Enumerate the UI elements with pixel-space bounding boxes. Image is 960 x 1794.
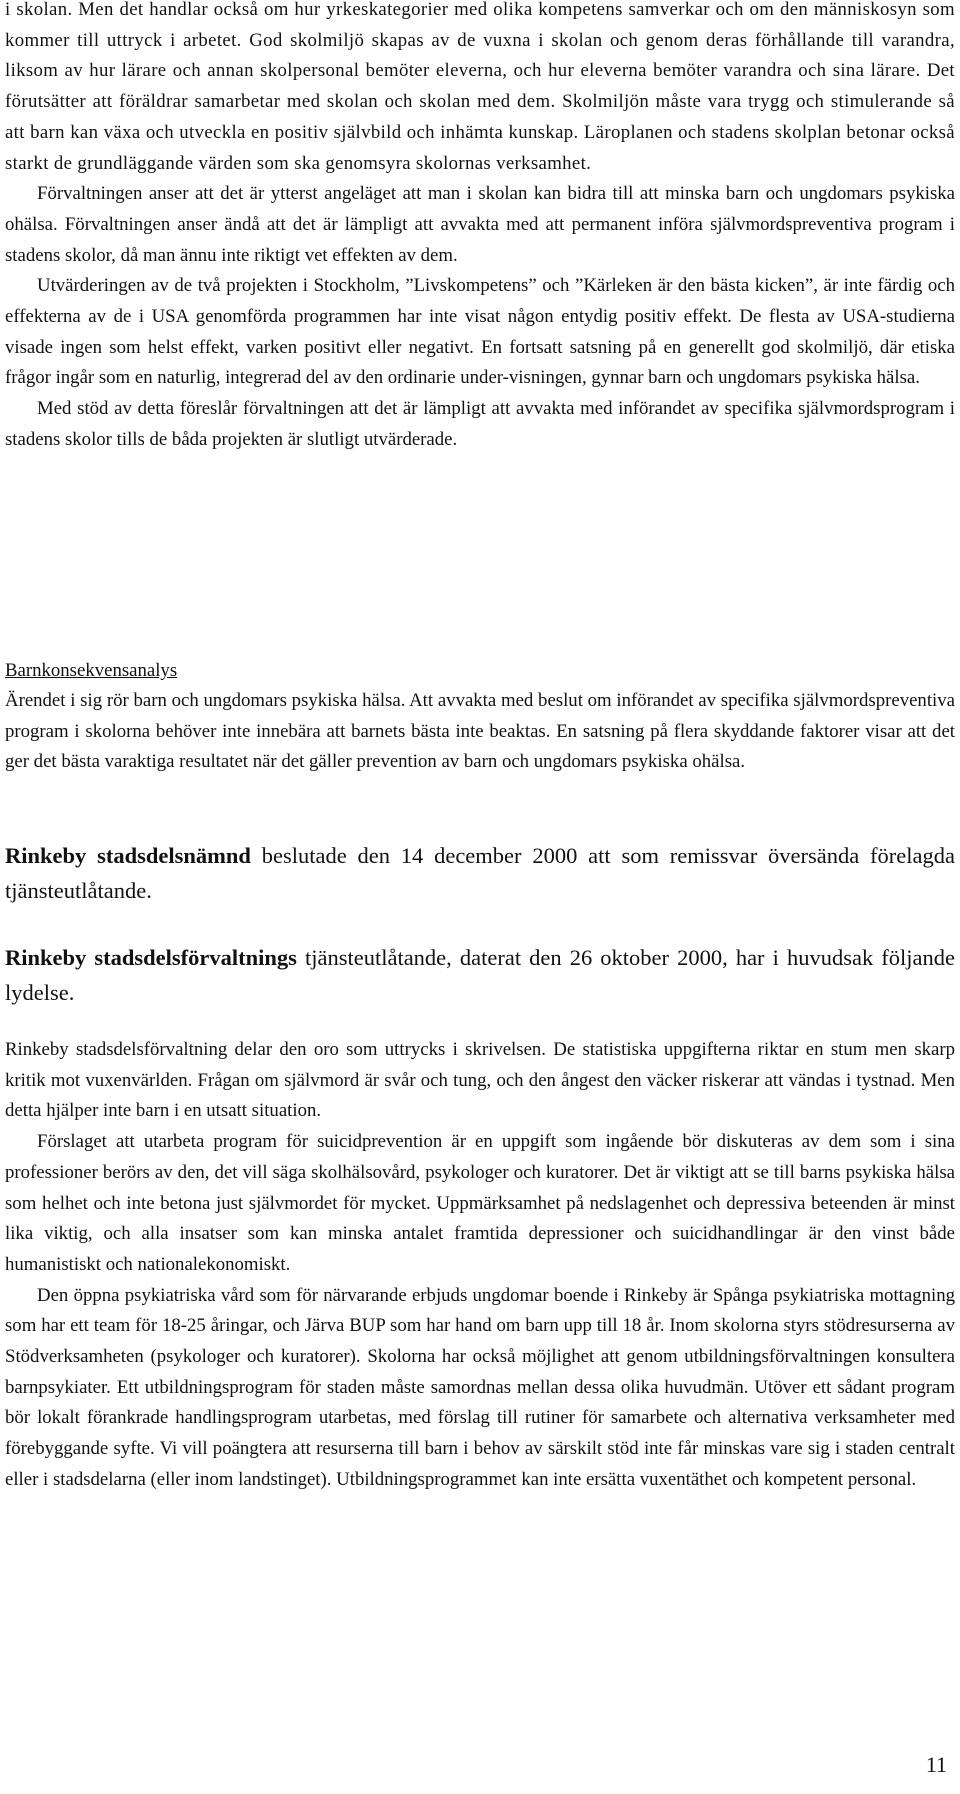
administration-statement — [5, 1035, 955, 1496]
decision-text: beslutade den 14 december 2000 att som remissvar översända förelagda tjänsteutlåtande. — [5, 843, 955, 903]
administration-name: Rinkeby stadsdelsförvaltnings — [5, 945, 297, 970]
page-number: 11 — [925, 1752, 947, 1777]
child-impact-section — [5, 656, 955, 778]
child-impact-text: Ärendet i sig rör barn och ungdomars psykiska hälsa. Att avvakta med beslut om införandet av specifika självmordspreventiva program i skolorna behöver inte innebära att barnets bästa inte beaktas. En satsning på flera skyddande faktorer visar att det ger det bästa varaktiga resultatet när det gäller prevention av barn och ungdomars psykiska ohälsa. — [5, 690, 955, 773]
committee-name: Rinkeby stadsdelsnämnd — [5, 843, 251, 868]
district-decision — [5, 838, 955, 908]
paragraph-school-environment: i skolan. Men det handlar också om hur yrkeskategorier med olika kompetens samverkar och om den människosyn som kommer till uttryck i arbetet. God skolmiljö skapas av de vuxna i skolan och genom deras förhållande till varandra, liksom av hur lärare och annan skolpersonal bemöter eleverna, och hur eleverna bemöter varandra och sina lärare. Det förutsätter att föräldrar samarbetar med skolan och skolan med dem. Skolmiljön måste vara trygg och stimulerande så att barn kan växa och utveckla en positiv självbild och inhämta kunskap. Läroplanen och stadens skolplan betonar också starkt de grundläggande värden som ska genomsyra skolornas verksamhet. — [5, 0, 955, 174]
statement-paragraph-1: Rinkeby stadsdelsförvaltning delar den oro som uttrycks i skrivelsen. De statistiska uppgifterna riktar en stum men skarp kritik mot vuxenvärlden. Frågan om självmord är svår och tung, och den ångest den väcker riskerar att vändas i tystnad. Men detta hjälper inte barn i en utsatt situation. — [5, 1039, 955, 1122]
intro-section — [5, 0, 955, 456]
paragraph-proposal: Med stöd av detta föreslår förvaltningen att det är lämpligt att avvakta med införandet av specifika självmordsprogram i stadens skolor tills de båda projekten är slutligt utvärderade. — [5, 398, 955, 450]
administration-statement-intro — [5, 940, 955, 1010]
paragraph-evaluation: Utvärderingen av de två projekten i Stockholm, ”Livskompetens” och ”Kärleken är den bästa kicken”, är inte färdig och effekterna av de i USA genomförda programmen har inte visat någon entydig positiv effekt. De flesta av USA-studierna visade ingen som helst effekt, varken positivt eller negativt. En fortsatt satsning på en generellt god skolmiljö, där etiska frågor ingår som en naturlig, integrerad del av den ordinarie under-visningen, gynnar barn och ungdomars psykiska hälsa. — [5, 275, 955, 389]
section-heading: Barnkonsekvensanalys — [5, 660, 178, 681]
statement-paragraph-3: Den öppna psykiatriska vård som för närvarande erbjuds ungdomar boende i Rinkeby är Spånga psykiatriska mottagning som har ett team för 18-25 åringar, och Järva BUP som har hand om barn upp till 18 år. Inom skolorna styrs stödresurserna av Stödverksamheten (psykologer och kuratorer). Skolorna har också möjlighet att genom utbildningsförvaltningen konsultera barnpsykiater. Ett utbildningsprogram för staden måste samordnas mellan dessa olika huvudmän. Utöver ett sådant program bör lokalt förankrade handlingsprogram utarbetas, med förslag till rutiner för samarbete och alternativa verksamheter med förebyggande syfte. Vi vill poängtera att resurserna till barn i behov av särskilt stöd inte får minskas vare sig i staden centralt eller i stadsdelarna (eller inom landstinget). Utbildningsprogrammet kan inte ersätta vuxentäthet och kompetent personal. — [5, 1284, 955, 1490]
statement-paragraph-2: Förslaget att utarbeta program för suicidprevention är en uppgift som ingående bör diskuteras av dem som i sina professioner berörs av den, det vill säga skolhälsovård, psykologer och kuratorer. Det är viktigt att se till barns psykiska hälsa som helhet och inte betona just självmordet för mycket. Uppmärksamhet på nedslagenhet och depressiva beteenden är minst lika viktig, och alla insatser som kan minska antalet framtida depressioner och suicidhandlingar är den vinst både humanistiskt och nationalekonomiskt. — [5, 1131, 955, 1275]
paragraph-mental-health: Förvaltningen anser att det är ytterst angeläget att man i skolan kan bidra till att minska barn och ungdomars psykiska ohälsa. Förvaltningen anser ändå att det är lämpligt att avvakta med att permanent införa självmordspreventiva program i stadens skolor, då man ännu inte riktigt vet effekten av dem. — [5, 183, 955, 266]
statement-intro-text: tjänsteutlåtande, daterat den 26 oktober 2000, har i huvudsak följande lydelse. — [5, 945, 955, 1005]
